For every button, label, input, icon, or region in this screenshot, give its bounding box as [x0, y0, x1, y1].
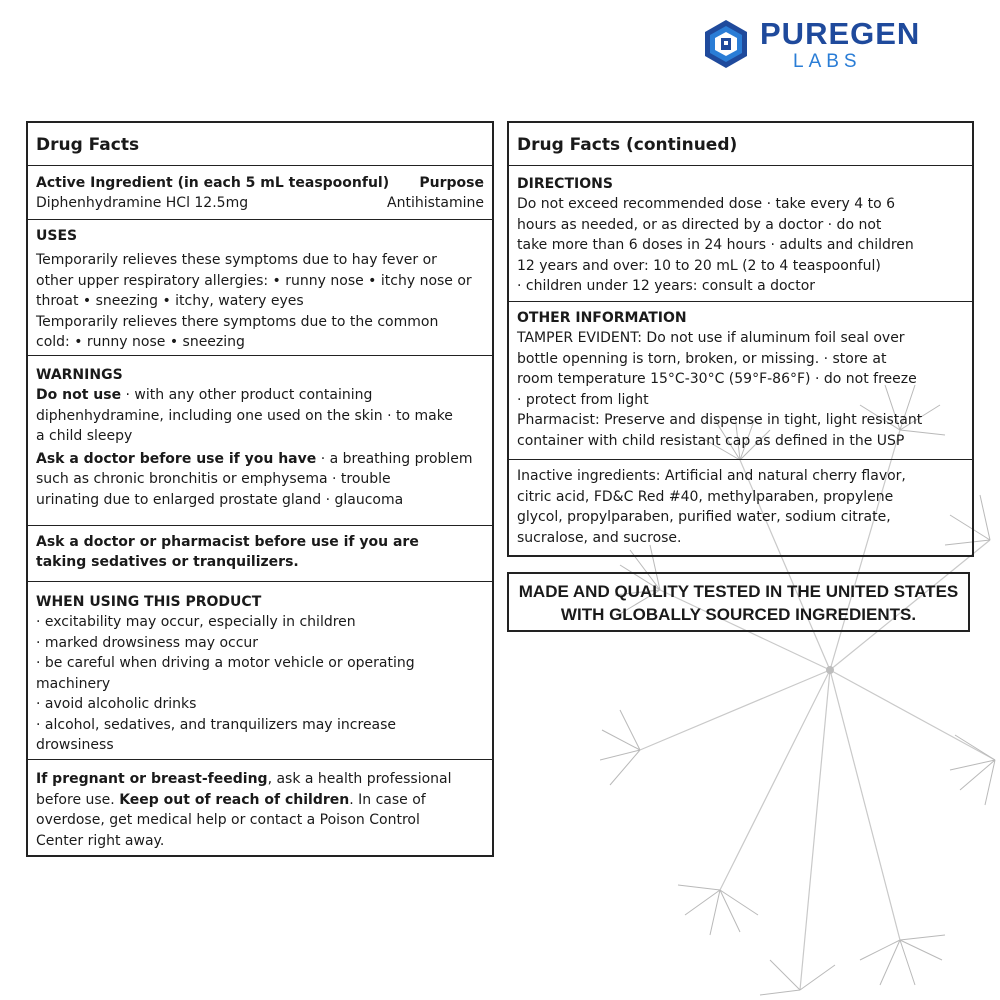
directions-line: hours as needed, or as directed by a doctor · do not	[517, 216, 882, 233]
uses-section	[28, 219, 492, 355]
inactive-line: citric acid, FD&C Red #40, methylparaben, propylene	[517, 488, 894, 505]
inactive-ingredients-section	[509, 459, 972, 555]
when-using-line: · marked drowsiness may occur	[36, 634, 259, 651]
pregnant-text: , ask a health professional	[267, 771, 452, 787]
when-using-heading: WHEN USING THIS PRODUCT	[36, 594, 262, 610]
other-info-line: TAMPER EVIDENT: Do not use if aluminum foil seal over	[517, 330, 905, 346]
when-using-line: · alcohol, sedatives, and tranquilizers may increase	[36, 716, 397, 733]
when-using-line: machinery	[36, 675, 111, 692]
when-using-section	[28, 581, 492, 759]
panel-title-section	[509, 123, 972, 165]
ask-pharmacist-section	[28, 525, 492, 581]
pregnant-text: . In case of	[349, 791, 426, 808]
do-not-use-text: a child sleepy	[36, 428, 133, 444]
warnings-heading: WARNINGS	[36, 367, 123, 383]
drug-facts-panel	[26, 121, 494, 857]
other-info-line: Pharmacist: Preserve and dispense in tight, light resistant	[517, 412, 923, 428]
ask-doctor-text: · a breathing problem	[316, 450, 473, 467]
pregnant-label: If pregnant or breast-feeding	[36, 771, 268, 787]
directions-section	[509, 165, 972, 301]
brand-logo	[700, 16, 975, 72]
uses-line: cold: • runny nose • sneezing	[36, 334, 245, 350]
ask-pharmacist-line: taking sedatives or tranquilizers.	[36, 554, 299, 570]
active-ingredient-section	[28, 165, 492, 219]
pregnant-section	[28, 759, 492, 855]
panel-title-section	[28, 123, 492, 165]
directions-heading: DIRECTIONS	[517, 176, 613, 192]
ingredient-name: Diphenhydramine HCl 12.5mg	[36, 195, 249, 211]
ask-doctor-text: such as chronic bronchitis or emphysema · trouble	[36, 471, 391, 487]
ingredient-purpose: Antihistamine	[387, 195, 484, 211]
pregnant-text: Center right away.	[36, 832, 165, 849]
pregnant-text: overdose, get medical help or contact a Poison Control	[36, 812, 420, 828]
other-information-heading: OTHER INFORMATION	[517, 310, 687, 326]
directions-line: Do not exceed recommended dose · take every 4 to 6	[517, 196, 895, 212]
when-using-line: · avoid alcoholic drinks	[36, 696, 197, 712]
uses-heading: USES	[36, 228, 78, 244]
ask-doctor-label: Ask a doctor before use if you have	[36, 450, 317, 467]
directions-line: take more than 6 doses in 24 hours · adults and children	[517, 237, 914, 253]
ask-doctor-text: urinating due to enlarged prostate gland · glaucoma	[36, 491, 404, 508]
when-using-line: · excitability may occur, especially in children	[36, 614, 356, 630]
panel-title: Drug Facts	[36, 135, 140, 155]
banner-line: MADE AND QUALITY TESTED IN THE UNITED STATES	[518, 582, 959, 601]
directions-line: 12 years and over: 10 to 20 mL (2 to 4 teaspoonful)	[517, 257, 881, 274]
other-info-line: · protect from light	[517, 391, 649, 408]
uses-line: Temporarily relieves these symptoms due to hay fever or	[36, 252, 437, 268]
warnings-section	[28, 355, 492, 525]
inactive-line: sucralose, and sucrose.	[517, 529, 682, 546]
when-using-line: · be careful when driving a motor vehicle or operating	[36, 655, 415, 671]
do-not-use-text: · with any other product containing	[121, 387, 373, 403]
purpose-heading: Purpose	[419, 175, 484, 191]
logo-mark-icon	[700, 18, 752, 70]
active-ingredient-heading: Active Ingredient (in each 5 mL teaspoonful)	[36, 175, 390, 191]
uses-line: other upper respiratory allergies: • runny nose • itchy nose or	[36, 272, 472, 289]
panel-title: Drug Facts (continued)	[517, 135, 738, 155]
made-in-usa-banner	[507, 572, 970, 632]
other-info-line: container with child resistant cap as defined in the USP	[517, 432, 905, 449]
directions-line: · children under 12 years: consult a doctor	[517, 278, 816, 294]
other-info-line: room temperature 15°C-30°C (59°F-86°F) · do not freeze	[517, 371, 917, 387]
when-using-line: drowsiness	[36, 737, 114, 753]
other-info-line: bottle openning is torn, broken, or missing. · store at	[517, 350, 887, 367]
brand-sub: LABS	[793, 51, 862, 72]
other-information-section	[509, 301, 972, 459]
drug-facts-continued-panel	[507, 121, 974, 557]
inactive-line: glycol, propylparaben, purified water, sodium citrate,	[517, 509, 891, 525]
uses-line: Temporarily relieves there symptoms due to the common	[36, 313, 439, 330]
keep-out-label: Keep out of reach of children	[119, 791, 350, 808]
banner-line: WITH GLOBALLY SOURCED INGREDIENTS.	[560, 605, 917, 624]
do-not-use-text: diphenhydramine, including one used on the skin · to make	[36, 407, 453, 424]
pregnant-text: before use.	[36, 791, 120, 808]
ask-pharmacist-line: Ask a doctor or pharmacist before use if you are	[36, 534, 419, 550]
inactive-line: Inactive ingredients: Artificial and natural cherry flavor,	[517, 468, 906, 484]
brand-name: PUREGEN	[760, 16, 921, 51]
do-not-use-label: Do not use	[36, 387, 122, 403]
uses-line: throat • sneezing • itchy, watery eyes	[36, 293, 304, 309]
